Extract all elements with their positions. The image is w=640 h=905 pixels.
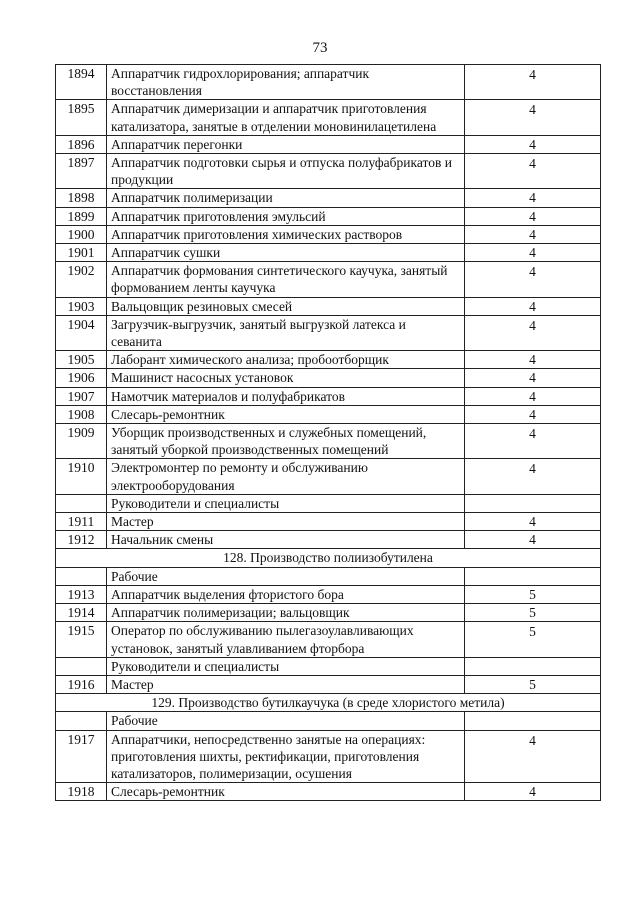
section-header-row — [56, 694, 601, 712]
row-number: 1897 — [56, 154, 107, 189]
table-row — [56, 244, 601, 262]
hazard-class: 4 — [465, 424, 601, 459]
hazard-class: 4 — [465, 244, 601, 262]
hazard-class: 4 — [465, 405, 601, 423]
row-number: 1915 — [56, 622, 107, 657]
profession-name: Аппаратчик перегонки — [107, 135, 465, 153]
section-title: 128. Производство полиизобутилена — [56, 549, 601, 567]
profession-name: Оператор по обслуживанию пылегазоулавливающих установок, занятый улавливанием фторбора — [107, 622, 465, 657]
profession-name: Машинист насосных установок — [107, 369, 465, 387]
row-number: 1905 — [56, 351, 107, 369]
hazard-class: 4 — [465, 730, 601, 783]
table-row — [56, 604, 601, 622]
row-number: 1899 — [56, 207, 107, 225]
profession-name: Аппаратчик димеризации и аппаратчик приготовления катализатора, занятые в отделении моновинилацетилена — [107, 100, 465, 135]
table-row — [56, 225, 601, 243]
row-number: 1910 — [56, 459, 107, 494]
profession-name: Аппаратчик сушки — [107, 244, 465, 262]
table-row — [56, 585, 601, 603]
profession-name: Намотчик материалов и полуфабрикатов — [107, 387, 465, 405]
hazard-class: 4 — [465, 315, 601, 350]
profession-name: Аппаратчик приготовления химических растворов — [107, 225, 465, 243]
hazard-class: 5 — [465, 604, 601, 622]
hazard-class: 4 — [465, 207, 601, 225]
table-body — [56, 65, 601, 801]
table-row — [56, 424, 601, 459]
hazard-class — [465, 657, 601, 675]
hazard-class: 4 — [465, 189, 601, 207]
profession-name: Аппаратчик выделения фтористого бора — [107, 585, 465, 603]
table-row — [56, 459, 601, 494]
table-row — [56, 513, 601, 531]
row-number — [56, 567, 107, 585]
profession-name: Мастер — [107, 675, 465, 693]
hazard-class: 4 — [465, 225, 601, 243]
subgroup-title: Рабочие — [107, 712, 465, 730]
profession-name: Аппаратчик формования синтетического каучука, занятый формованием ленты каучука — [107, 262, 465, 297]
hazard-class: 4 — [465, 513, 601, 531]
table-row — [56, 622, 601, 657]
hazard-class: 5 — [465, 585, 601, 603]
row-number: 1898 — [56, 189, 107, 207]
table-row — [56, 351, 601, 369]
row-number: 1917 — [56, 730, 107, 783]
hazard-class: 5 — [465, 675, 601, 693]
table-row — [56, 730, 601, 783]
profession-name: Слесарь-ремонтник — [107, 783, 465, 801]
subgroup-title: Рабочие — [107, 567, 465, 585]
subgroup-row — [56, 494, 601, 512]
table-row — [56, 531, 601, 549]
hazard-class — [465, 494, 601, 512]
profession-table — [55, 64, 601, 801]
subgroup-title: Руководители и специалисты — [107, 494, 465, 512]
hazard-class: 5 — [465, 622, 601, 657]
section-title: 129. Производство бутилкаучука (в среде хлористого метила) — [56, 694, 601, 712]
hazard-class: 4 — [465, 369, 601, 387]
row-number: 1914 — [56, 604, 107, 622]
hazard-class: 4 — [465, 262, 601, 297]
row-number: 1896 — [56, 135, 107, 153]
hazard-class: 4 — [465, 154, 601, 189]
table-row — [56, 387, 601, 405]
hazard-class — [465, 712, 601, 730]
table-row — [56, 189, 601, 207]
profession-name: Мастер — [107, 513, 465, 531]
profession-name: Слесарь-ремонтник — [107, 405, 465, 423]
profession-name: Аппаратчики, непосредственно занятые на операциях: приготовления шихты, ректификации, приготовления катализаторов, полимеризации, осушения — [107, 730, 465, 783]
profession-name: Аппаратчик подготовки сырья и отпуска полуфабрикатов и продукции — [107, 154, 465, 189]
row-number: 1906 — [56, 369, 107, 387]
hazard-class: 4 — [465, 100, 601, 135]
row-number: 1908 — [56, 405, 107, 423]
subgroup-title: Руководители и специалисты — [107, 657, 465, 675]
row-number: 1902 — [56, 262, 107, 297]
page-number: 73 — [312, 40, 328, 56]
profession-name: Лаборант химического анализа; пробоотборщик — [107, 351, 465, 369]
row-number: 1918 — [56, 783, 107, 801]
row-number: 1907 — [56, 387, 107, 405]
table-row — [56, 297, 601, 315]
profession-name: Аппаратчик полимеризации; вальцовщик — [107, 604, 465, 622]
profession-name: Вальцовщик резиновых смесей — [107, 297, 465, 315]
hazard-class: 4 — [465, 783, 601, 801]
hazard-class: 4 — [465, 65, 601, 100]
table-row — [56, 675, 601, 693]
table-row — [56, 262, 601, 297]
row-number: 1904 — [56, 315, 107, 350]
subgroup-row — [56, 657, 601, 675]
table-row — [56, 100, 601, 135]
section-header-row — [56, 549, 601, 567]
profession-name: Аппаратчик полимеризации — [107, 189, 465, 207]
hazard-class — [465, 567, 601, 585]
row-number: 1901 — [56, 244, 107, 262]
hazard-class: 4 — [465, 351, 601, 369]
hazard-class: 4 — [465, 531, 601, 549]
table-row — [56, 135, 601, 153]
table-row — [56, 207, 601, 225]
row-number: 1895 — [56, 100, 107, 135]
hazard-class: 4 — [465, 297, 601, 315]
hazard-class: 4 — [465, 135, 601, 153]
row-number: 1913 — [56, 585, 107, 603]
row-number — [56, 494, 107, 512]
table-row — [56, 315, 601, 350]
hazard-class: 4 — [465, 459, 601, 494]
row-number: 1909 — [56, 424, 107, 459]
profession-name: Аппаратчик приготовления эмульсий — [107, 207, 465, 225]
profession-name: Уборщик производственных и служебных помещений, занятый уборкой производственных помещений — [107, 424, 465, 459]
profession-name: Начальник смены — [107, 531, 465, 549]
row-number — [56, 657, 107, 675]
table-row — [56, 369, 601, 387]
table-row — [56, 783, 601, 801]
profession-name: Аппаратчик гидрохлорирования; аппаратчик восстановления — [107, 65, 465, 100]
row-number: 1903 — [56, 297, 107, 315]
hazard-class: 4 — [465, 387, 601, 405]
row-number: 1912 — [56, 531, 107, 549]
table-row — [56, 65, 601, 100]
profession-name: Загрузчик-выгрузчик, занятый выгрузкой латекса и севанита — [107, 315, 465, 350]
row-number: 1916 — [56, 675, 107, 693]
table-row — [56, 154, 601, 189]
row-number: 1894 — [56, 65, 107, 100]
subgroup-row — [56, 712, 601, 730]
table-row — [56, 405, 601, 423]
row-number — [56, 712, 107, 730]
row-number: 1900 — [56, 225, 107, 243]
profession-name: Электромонтер по ремонту и обслуживанию электрооборудования — [107, 459, 465, 494]
subgroup-row — [56, 567, 601, 585]
row-number: 1911 — [56, 513, 107, 531]
